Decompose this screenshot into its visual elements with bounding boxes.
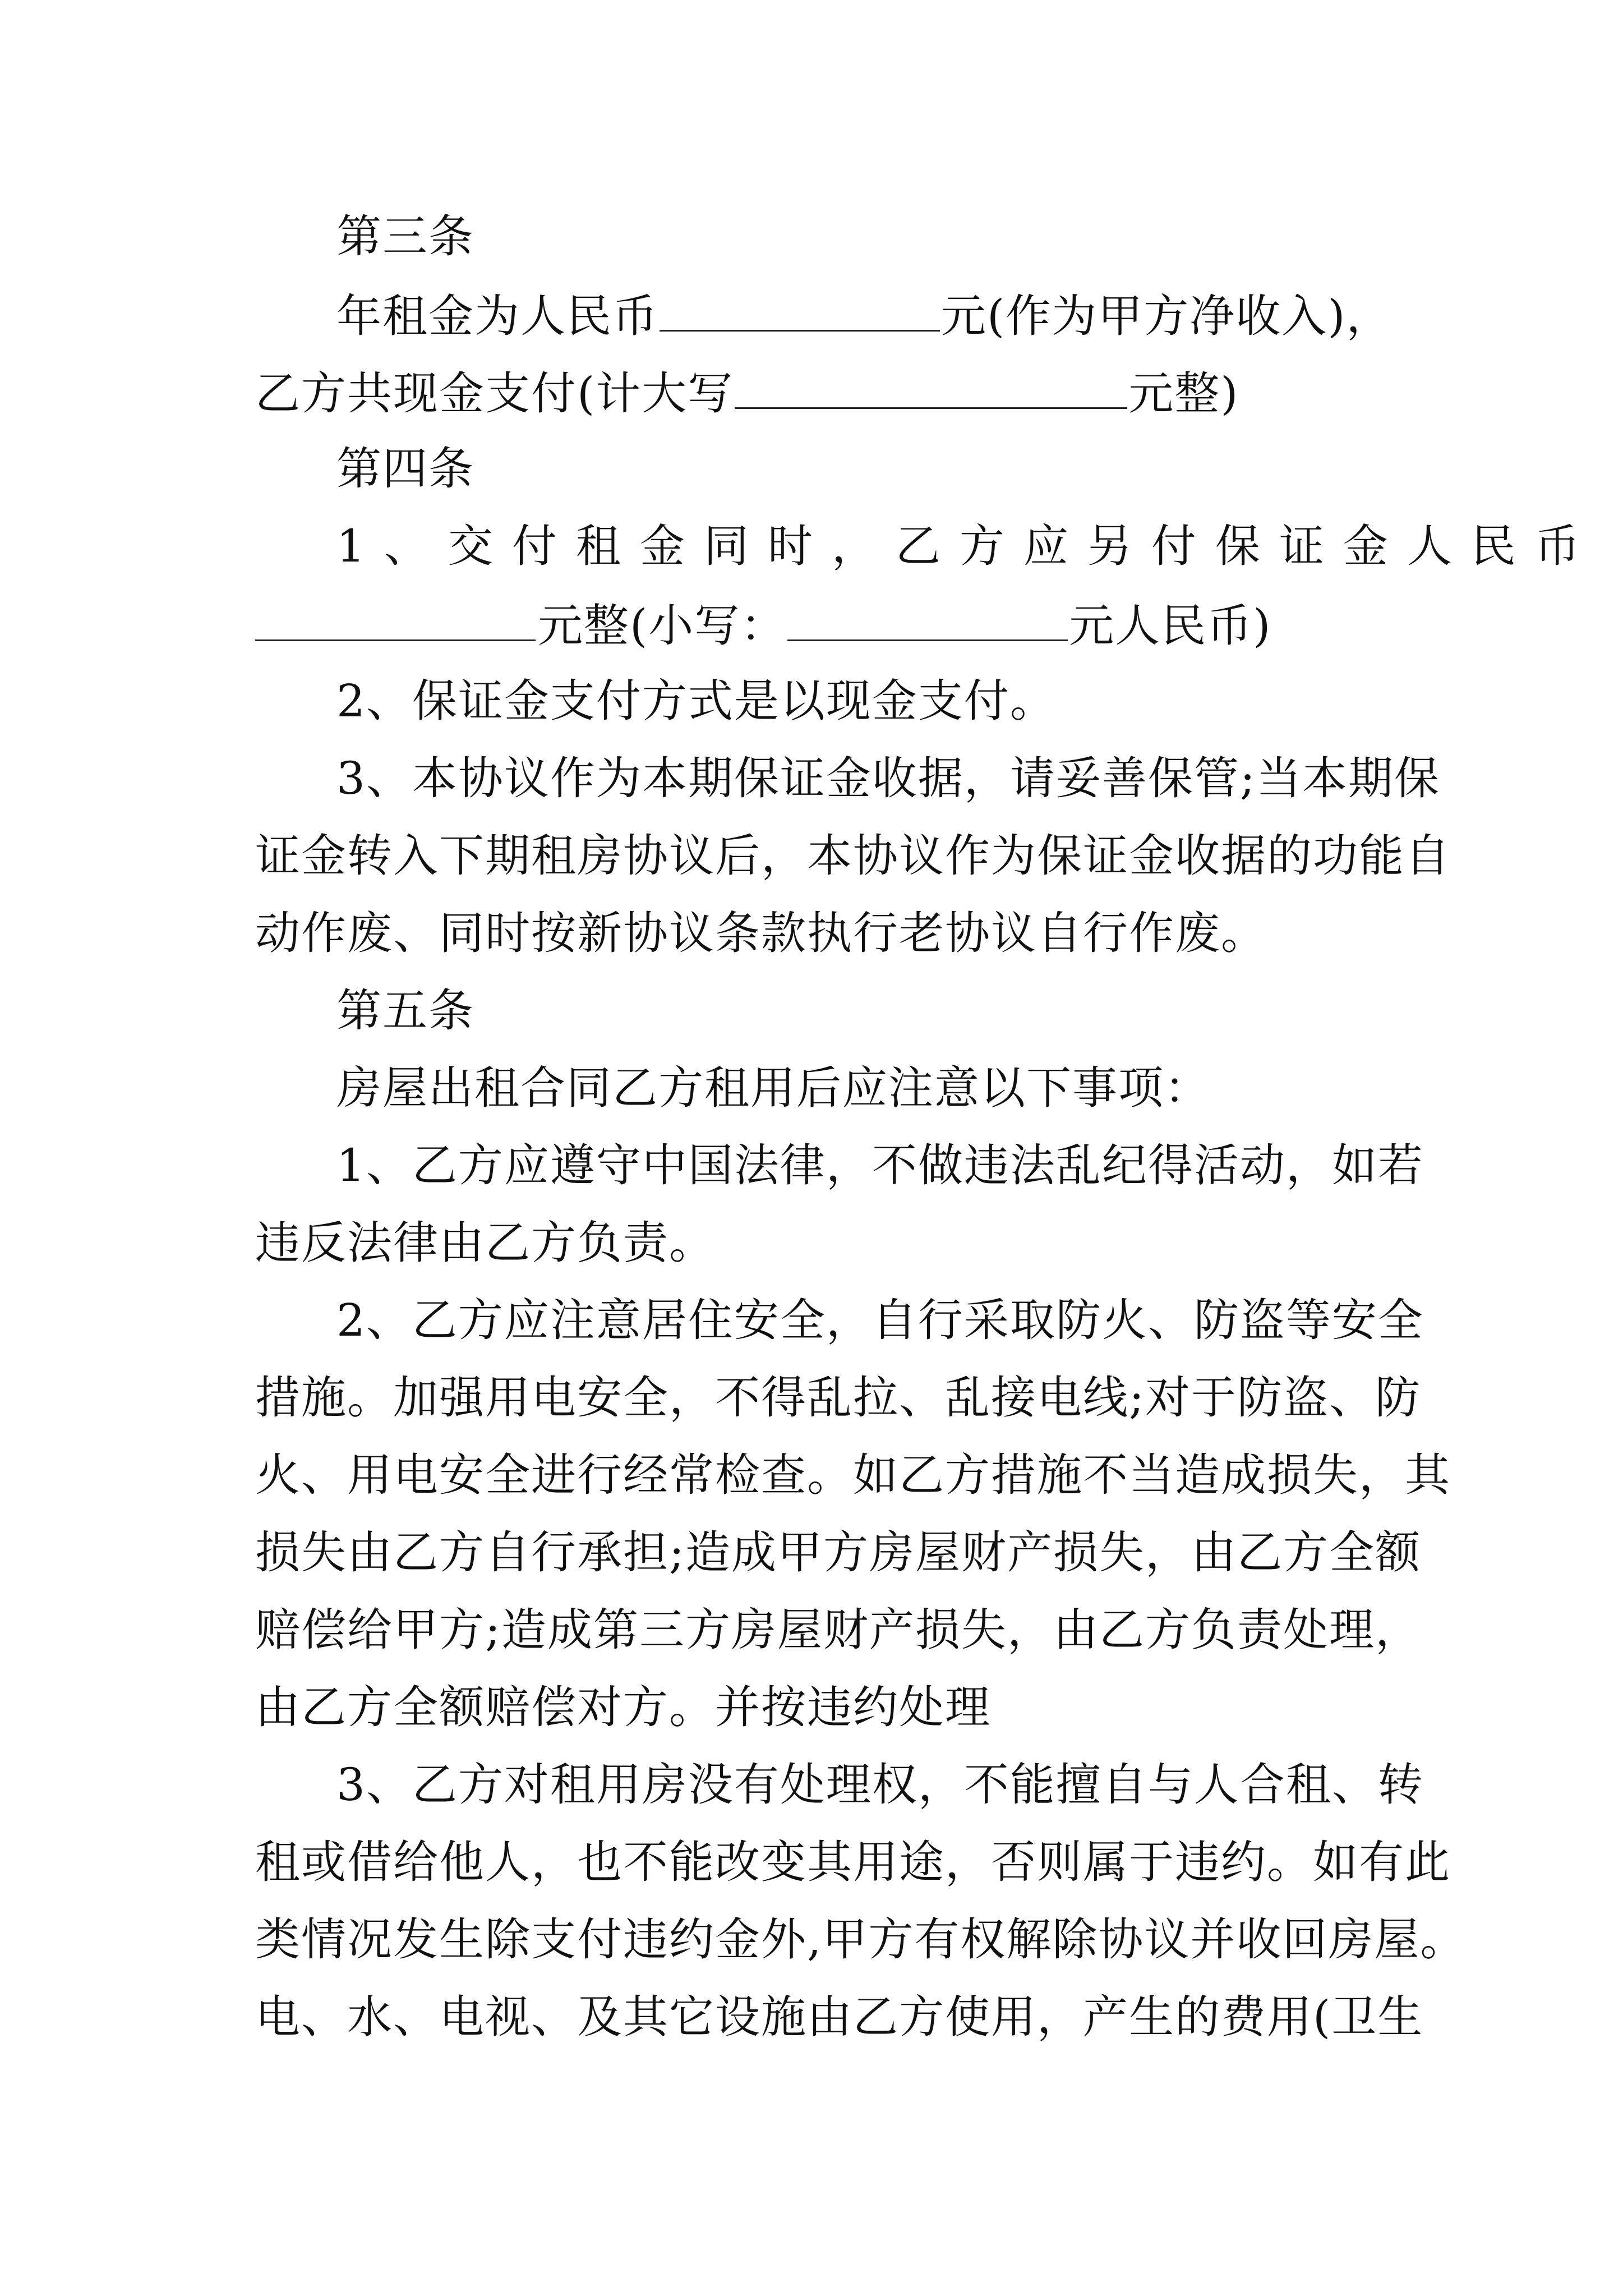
- paragraph-line: [336, 1060, 1377, 1116]
- text: 火、用电安全进行经常检查。如乙方措施不当造成损失，其: [255, 1449, 1451, 1501]
- text: 第四条: [336, 443, 474, 495]
- text: 元整): [1128, 367, 1239, 420]
- text: 损失由乙方自行承担;造成甲方房屋财产损失，由乙方全额: [255, 1526, 1421, 1579]
- text: 赔偿给甲方;造成第三方房屋财产损失，由乙方负责处理，: [255, 1604, 1421, 1656]
- text: 违反法律由乙方负责。: [255, 1217, 715, 1269]
- deposit-amount-blank: [255, 596, 536, 641]
- text: 1、交付租金同时，乙方应另付保证金人民币: [336, 520, 1599, 572]
- text: 元整(小写：: [538, 600, 787, 652]
- text: 2、保证金支付方式是以现金支付。: [336, 675, 1056, 727]
- text: 房屋出租合同乙方租用后应注意以下事项：: [336, 1062, 1210, 1114]
- paragraph-line: [255, 1989, 1424, 2045]
- deposit-clause-line: [336, 518, 1599, 574]
- cash-payment-line: [255, 364, 1377, 420]
- deposit-figure-blank: [787, 596, 1068, 641]
- text: 3、本协议作为本期保证金收据，请妥善保管;当本期保: [336, 752, 1440, 804]
- paragraph-line: [336, 1292, 1424, 1349]
- article-4-heading: [336, 441, 1377, 497]
- paragraph-line: [255, 1912, 1467, 1968]
- text: 2、乙方应注意居住安全，自行采取防火、防盗等安全: [336, 1294, 1424, 1346]
- annual-rent-line: [336, 286, 1393, 342]
- paragraph-line: [336, 1757, 1424, 1813]
- text: 元人民币): [1069, 600, 1272, 652]
- text: 第五条: [336, 984, 474, 1037]
- paragraph-line: [255, 1680, 1377, 1736]
- text: 元(作为甲方净收入)，: [941, 290, 1393, 342]
- paragraph-line: [336, 1138, 1424, 1194]
- paragraph-line: [336, 751, 1440, 807]
- paragraph-line: [336, 673, 1377, 729]
- paragraph-line: [255, 1370, 1421, 1426]
- paragraph-line: [255, 1447, 1451, 1503]
- text: 租或借给他人，也不能改变其用途，否则属于违约。如有此: [255, 1836, 1451, 1888]
- deposit-amount-line: [255, 596, 1377, 652]
- text: 措施。加强用电安全，不得乱拉、乱接电线;对于防盗、防: [255, 1372, 1421, 1424]
- text: 证金转入下期租房协议后，本协议作为保证金收据的功能自: [255, 830, 1451, 882]
- text: 动作废、同时按新协议条款执行老协议自行作废。: [255, 907, 1267, 959]
- paragraph-line: [255, 1834, 1451, 1890]
- paragraph-line: [255, 1602, 1421, 1658]
- capital-amount-blank: [735, 364, 1127, 409]
- paragraph-line: [255, 905, 1377, 961]
- paragraph-line: [255, 828, 1451, 884]
- text: 由乙方全额赔偿对方。并按违约处理: [255, 1681, 991, 1733]
- text: 电、水、电视、及其它设施由乙方使用，产生的费用(卫生: [255, 1991, 1424, 2043]
- text: 1、乙方应遵守中国法律，不做违法乱纪得活动，如若: [336, 1139, 1424, 1191]
- text: 类情况发生除支付违约金外,甲方有权解除协议并收回房屋。: [255, 1913, 1467, 1966]
- text: 3、乙方对租用房没有处理权，不能擅自与人合租、转: [336, 1759, 1424, 1811]
- paragraph-line: [255, 1215, 1377, 1271]
- text: 第三条: [336, 210, 474, 263]
- article-5-heading: [336, 983, 1377, 1039]
- text: 年租金为人民币: [336, 290, 658, 342]
- text: 乙方共现金支付(计大写: [255, 367, 734, 420]
- paragraph-line: [255, 1525, 1421, 1581]
- article-3-heading: [336, 209, 1377, 265]
- rent-amount-blank: [660, 286, 940, 332]
